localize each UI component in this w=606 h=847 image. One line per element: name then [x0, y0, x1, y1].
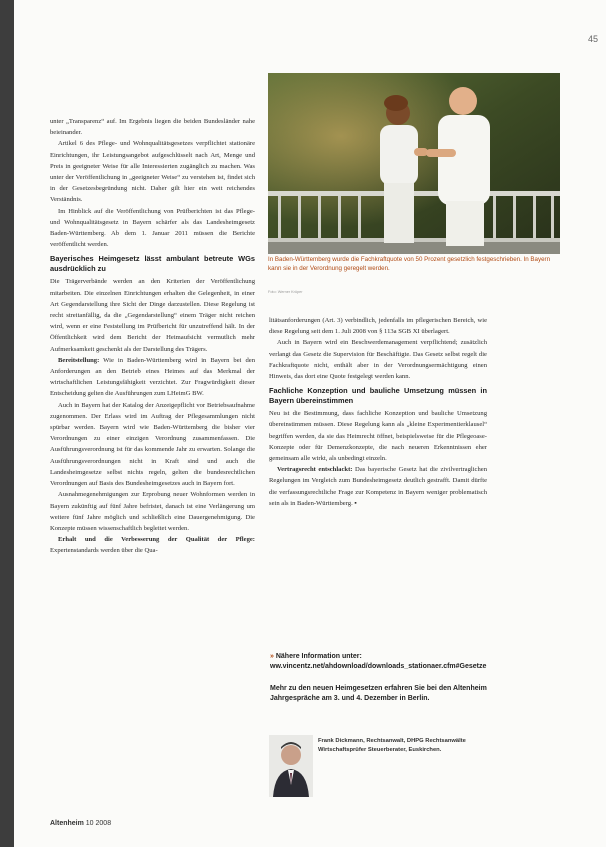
- paragraph: Artikel 6 des Pflege- und Wohnqualitätsgesetzes verpflichtet stationäre Einrichtungen, ihr Leistungsangebot aufgeschlüsselt nach Art, Menge und Preis in geeigneter Weise für alle Interessierten zugänglich zu machen. Was unter der Veröffentlichung in „geeigneter Weise“ zu verstehen ist, findet sich in der Gesetzesbegründung nicht. Daher gilt hier ein weit reichendes Verständnis.: [50, 140, 255, 204]
- left-column: [50, 116, 255, 557]
- lead-in: Erhalt und die Verbesserung der Qualität der Pflege:: [58, 536, 255, 544]
- paragraph: Auch in Bayern wird ein Beschwerdemanagement verpflichtend; zusätzlich verlangt das Gesetz die Supervision für Beschäftigte. Das Gesetz selbst regelt die Fachkraftquote nicht, enthält aber in der Verordnungsermächtigung einen Hinweis, das dort eine Quote festgelegt werden kann.: [269, 339, 487, 381]
- paragraph: Im Hinblick auf die Veröffentlichung von Prüfberichten ist das Pflege- und Wohnqualitätsgesetz in Bayern schärfer als das Landesheimgesetz Baden-Württemberg. Ab dem 1. Januar 2011 müssen die Berichte veröffentlicht werden.: [50, 207, 255, 249]
- info-link[interactable]: [270, 652, 490, 672]
- author-bio: Frank Dickmann, Rechtsanwalt, DHPG Rechtsanwälte Wirtschaftsprüfer Steuerberater, Euskirchen.: [318, 738, 466, 753]
- lead-in: Bereitstellung:: [58, 356, 100, 364]
- section-heading: Fachliche Konzeption und bauliche Umsetzung müssen in Bayern übereinstimmen: [269, 386, 487, 406]
- paragraph: unter „Transparenz“ auf. Im Ergebnis liegen die beiden Bundesländer nahe beieinander.: [50, 118, 255, 137]
- photo-credit: Foto: Werner Krüper: [268, 290, 303, 294]
- photo-caption: In Baden-Württemberg wurde die Fachkraftquote von 50 Prozent gesetzlich festgeschrieben. In Bayern kann sie in der Verordnung geregelt werden.: [268, 256, 551, 272]
- right-column: [269, 315, 487, 509]
- info-link-text: Nähere Information unter: ww.vincentz.net/ahdownload/downloads_stationaer.cfm#Gesetze: [270, 653, 487, 670]
- lead-in: Vertragsrecht entschlackt:: [277, 466, 353, 474]
- arrow-icon: »: [270, 653, 274, 660]
- paragraph: Vertragsrecht entschlackt: Das bayerische Gesetz hat die zivilvertraglichen Regelungen im Vergleich zum Bundesheimgesetz deutlich gestrafft. Damit dürfte die verfassungsrechtliche Frage zur Kompetenz in Bayern weniger problematisch sein als in Baden-Württemberg. ▪: [269, 466, 487, 507]
- event-promo: Mehr zu den neuen Heimgesetzen erfahren Sie bei den Altenheim Jahrgespräche am 3. und 4. Dezember in Berlin.: [270, 685, 487, 702]
- nurses-photo: [268, 73, 560, 254]
- section-heading: Bayerisches Heimgesetz lässt ambulant betreute WGs ausdrücklich zu: [50, 254, 255, 274]
- paragraph: litätsanforderungen (Art. 3) verbindlich, jedenfalls im pflegerischen Bereich, wie diese Regelung seit dem 1. Juli 2008 von § 113a SGB XI überlagert.: [269, 317, 487, 336]
- page-spine: [0, 0, 14, 847]
- page-footer: [50, 820, 111, 827]
- author-photo: [269, 735, 313, 797]
- paragraph: Erhalt und die Verbesserung der Qualität der Pflege: Expertenstandards werden über die Qua-: [50, 536, 255, 555]
- issue-number: 10 2008: [83, 820, 112, 827]
- paragraph: Auch in Bayern hat der Katalog der Anzeigepflicht vor Betriebsaufnahme zugenommen. Der Erlass wird im Auftrag der Pflegesammlungen nicht spürbar werden. Bayern wird wie Baden-Württemberg die bisher vier Verordnungen zu einer einzigen Verordnung zusammenfassen. Die Ausführungsverordnung ist für das kommende Jahr zu erwarten. Solange die Ausführungsverordnungen nicht in Kraft sind und auch die Landesheimgesetze selbst nichts regeln, gelten die bundesrechtlichen Verordnungen auf Basis des Bundesheimgesetzes auch in Bayern fort.: [50, 401, 255, 488]
- paragraph: Neu ist die Bestimmung, dass fachliche Konzeption und bauliche Umsetzung übereinstimmen müssen. Diese Regelung kann als „kleine Experimentierklausel“ begriffen werden, da sie das Heimrecht öffnet, beispielsweise für die Pflegeoase-Konzepte oder für Demenzkonzepte, die nach neueren Erkenntnissen eher gemeinsam alle wirkt, als unbedingt einzeln.: [269, 410, 487, 463]
- paragraph: Ausnahmegenehmigungen zur Erprobung neuer Wohnformen werden in Bayern zukünftig auf fünf Jahre befristet, danach ist eine Verlängerung um weitere fünf Jahre möglich und schließlich eine Dauergenehmigung. Die Konzepte müssen wissenschaftlich begleitet werden.: [50, 491, 255, 532]
- paragraph: Die Trägerverbände werden an den Kriterien der Veröffentlichung mitarbeiten. Die einzelnen Einrichtungen erhalten die Gelegenheit, in einer Art Gegendarstellung ihre Sicht der Dinge darzustellen. Diese Regelung ist recht streitanfällig, da die „Gegendarstellung“ einem Träger nicht reichen wird, wenn er eine Feststellung im Prüfbericht für unzutreffend hält. In der Öffentlichkeit wird dem Bericht der Heimaufsicht vermutlich mehr Aufmerksamkeit geschenkt als der Darstellung des Trägers.: [50, 278, 255, 353]
- page-number: 45: [587, 34, 598, 44]
- magazine-name: Altenheim: [50, 820, 84, 827]
- paragraph: Bereitstellung: Wie in Baden-Württemberg wird in Bayern bei den Anforderungen an den Betrieb eines Heimes auf das Merkmal der wirtschaftlichen Leistungsfähigkeit verzichtet. Zur Fragwürdigkeit dieser Entscheidung gelten die Ausführungen zum LHeimG BW.: [50, 356, 255, 398]
- end-mark: ▪: [354, 499, 357, 507]
